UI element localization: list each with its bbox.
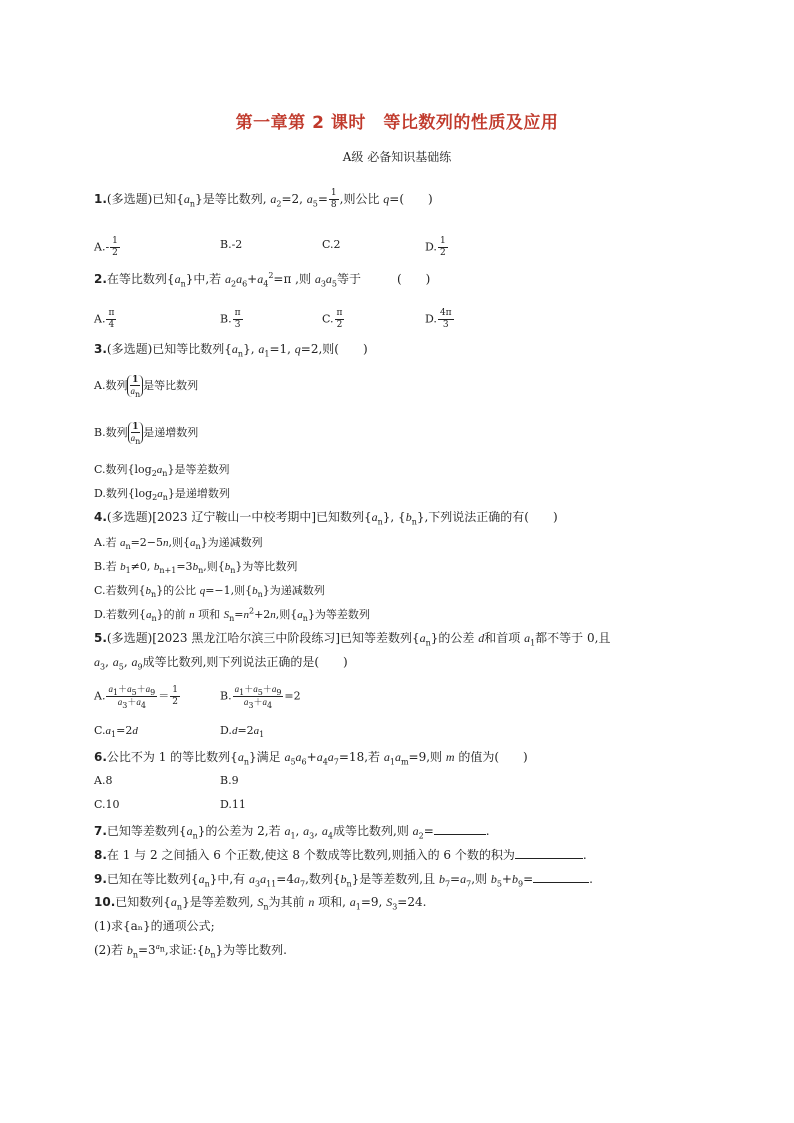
q4-option-c: C.若数列$\{b_n\}$的公比 q=−1,则$\{b_n\}$为递减数列 bbox=[94, 584, 325, 600]
q2-option-b: B. $\frac{\pi}{3}$ bbox=[220, 308, 241, 330]
answer-blank[interactable] bbox=[515, 846, 583, 859]
question-number: 8. bbox=[94, 848, 107, 862]
question-10-part-1: (1)求{aₙ}的通项公式; bbox=[94, 919, 215, 933]
q1-option-c: C.2 bbox=[322, 238, 341, 251]
q5-option-b: B. $\frac{a_1+a_5+a_9}{a_3+a_4}$ =2 bbox=[220, 684, 301, 710]
q2-option-d: D. $\frac{4\pi}{3}$ bbox=[425, 308, 452, 330]
question-9-text: 已知在等比数列$\{a_n\}$中,有 $a_3a_{11}=4a_7$,数列$\{b_n\}$是等差数列,且 $b_7=a_7$,则 $b_5+b_9=$ . bbox=[106, 872, 593, 889]
question-number: 1. bbox=[94, 192, 107, 206]
question-5 bbox=[94, 630, 610, 646]
question-2 bbox=[94, 271, 430, 287]
q3-option-d: D.数列$\{\log_2a_n\}$是递增数列 bbox=[94, 487, 230, 503]
question-10 bbox=[94, 894, 426, 910]
q4-option-b: B.若 $b_1\ne 0$, $b_{n+1}=3b_n$,则$\{b_n\}$为等比数列 bbox=[94, 560, 298, 576]
q4-option-d: D.若数列$\{a_n\}$的前 n 项和 $S_n=n^2+2n$,则$\{a_n\}$为等差数列 bbox=[94, 606, 370, 624]
question-5-line-2 bbox=[94, 654, 348, 670]
question-8 bbox=[94, 846, 587, 863]
question-5-text-1: (多选题)[2023 黑龙江哈尔滨三中阶段练习]已知等差数列$\{a_n\}$的公差 d和首项 $a_1$都不等于 0,且 bbox=[106, 631, 611, 648]
question-7 bbox=[94, 822, 490, 839]
question-9 bbox=[94, 870, 593, 887]
question-3-text: (多选题)已知等比数列$\{a_n\}$, $a_1=1$, q=2,则( ) bbox=[106, 342, 368, 359]
question-number: 3. bbox=[94, 342, 107, 356]
question-number: 2. bbox=[94, 272, 107, 286]
question-4-text: (多选题)[2023 辽宁鞍山一中校考期中]已知数列$\{a_n\}$, $\{b_n\}$,下列说法正确的有( ) bbox=[106, 510, 558, 527]
q5-option-d: $D.d=2a_1$ bbox=[220, 724, 265, 740]
q1-option-b: B.-2 bbox=[220, 238, 243, 251]
question-7-text: 已知等差数列$\{a_n\}$的公差为 2,若 $a_1$, $a_3$, $a_4$成等比数列,则 $a_2=$ . bbox=[106, 824, 490, 841]
q6-option-c: C.10 bbox=[94, 798, 120, 811]
q3-option-b: B.数列 $\frac{1}{a_n}$ 是递增数列 bbox=[94, 422, 199, 446]
question-10-part-2: (2)若 $b_n=3^{a_n}$,求证$:\{b_n\}$为等比数列. bbox=[94, 942, 287, 960]
question-6 bbox=[94, 749, 528, 765]
question-number: 9. bbox=[94, 872, 107, 886]
q2-option-c: C. $\frac{\pi}{2}$ bbox=[322, 308, 343, 330]
question-number: 10. bbox=[94, 895, 116, 909]
q6-option-d: D.11 bbox=[220, 798, 246, 811]
section-subtitle: A级 必备知识基础练 bbox=[342, 150, 452, 164]
question-3 bbox=[94, 341, 368, 357]
question-8-text: 在 1 与 2 之间插入 6 个正数,使这 8 个数成等比数列,则插入的 6 个数的积为 . bbox=[106, 848, 587, 862]
question-4 bbox=[94, 509, 558, 525]
question-6-text: 公比不为 1 的等比数列$\{a_n\}$满足 $a_5a_6+a_4a_7=18$,若 $a_1a_m=9$,则 m 的值为( ) bbox=[106, 750, 528, 767]
q3-option-c: C.数列$\{\log_2a_n\}$是等差数列 bbox=[94, 463, 230, 479]
q6-option-a: A.8 bbox=[94, 774, 113, 787]
question-number: 6. bbox=[94, 750, 107, 764]
q1-option-a: A.- $\frac{1}{2}$ bbox=[94, 236, 118, 258]
q5-option-c: $C.a_1=2d$ bbox=[94, 724, 138, 740]
question-1 bbox=[94, 188, 433, 211]
answer-blank[interactable] bbox=[533, 870, 589, 883]
question-10-text: 已知数列$\{a_n\}$是等差数列, $S_n$为其前 n 项和, $a_1=9$, $S_3=24$. bbox=[115, 895, 427, 912]
q3-option-a: A.数列 $\frac{1}{a_n}$ 是等比数列 bbox=[94, 375, 199, 399]
q1-option-d: D. $\frac{1}{2}$ bbox=[425, 236, 446, 258]
question-number: 7. bbox=[94, 824, 107, 838]
answer-blank[interactable] bbox=[434, 822, 486, 835]
question-1-text: (多选题)已知$\{a_n\}$是等比数列, $a_2=2$, $a_5=$ $\frac{1}{8}$ ,则公比 q=( ) bbox=[106, 188, 433, 210]
question-5-text-2: $a_3$, $a_5$, $a_9$成等比数列,则下列说法正确的是( ) bbox=[94, 655, 348, 672]
page-title: 第一章第 2 课时 等比数列的性质及应用 bbox=[235, 113, 559, 133]
q4-option-a: A.若 $a_n=2-5n$,则$\{a_n\}$为递减数列 bbox=[94, 536, 263, 552]
q5-option-a: A. $\frac{a_1+a_5+a_9}{a_3+a_4}$ ＝ $\frac{1}{2}$ bbox=[94, 684, 178, 710]
question-number: 5. bbox=[94, 631, 107, 645]
q6-option-b: B.9 bbox=[220, 774, 239, 787]
question-2-text: 在等比数列$\{a_n\}$中,若 $a_2a_6+a_4^2=\pi$ ,则 $a_3a_5$等于 ( ) bbox=[106, 271, 431, 289]
question-number: 4. bbox=[94, 510, 107, 524]
q2-option-a: A. $\frac{\pi}{4}$ bbox=[94, 308, 115, 330]
